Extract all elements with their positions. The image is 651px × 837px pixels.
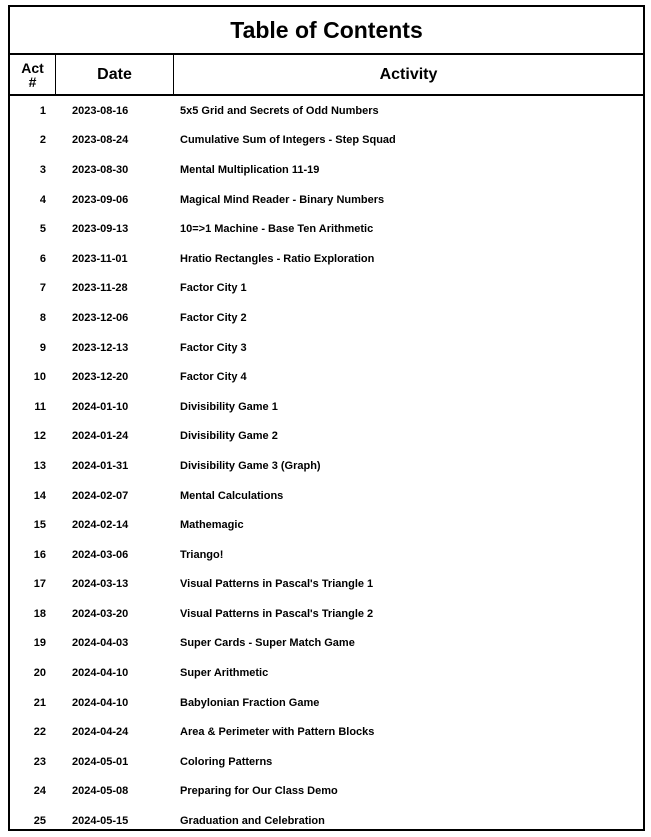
activity-date: 2024-04-24 [72, 726, 129, 739]
table-row [10, 244, 643, 274]
activity-date: 2023-12-06 [72, 311, 129, 324]
table-row [10, 806, 643, 836]
activity-date: 2024-03-20 [72, 607, 129, 620]
activity-date: 2024-02-14 [72, 519, 129, 532]
activity-date: 2023-09-13 [72, 223, 129, 236]
activity-date: 2023-11-01 [72, 252, 128, 265]
activity-name: Super Cards - Super Match Game [180, 637, 355, 650]
table-row [10, 599, 643, 629]
activity-date: 2024-05-08 [72, 785, 129, 798]
activity-date: 2024-04-10 [72, 696, 129, 709]
table-row [10, 214, 643, 244]
table-row [10, 451, 643, 481]
activity-name: Graduation and Celebration [180, 815, 325, 828]
table-body [10, 96, 643, 836]
table-row [10, 303, 643, 333]
act-number: 3 [39, 163, 46, 176]
table-row [10, 96, 643, 126]
table-of-contents [8, 5, 645, 831]
header-date: Date [56, 55, 174, 94]
act-number: 20 [33, 667, 46, 680]
table-row [10, 155, 643, 185]
table-row [10, 688, 643, 718]
table-header [10, 55, 643, 96]
activity-name: Babylonian Fraction Game [180, 696, 320, 709]
activity-name: Visual Patterns in Pascal's Triangle 2 [180, 607, 374, 620]
table-row [10, 185, 643, 215]
activity-date: 2024-04-10 [72, 667, 129, 680]
activity-name: Triango! [180, 548, 224, 561]
act-number: 13 [33, 459, 46, 472]
activity-date: 2023-08-16 [72, 104, 129, 117]
act-number: 12 [33, 430, 46, 443]
act-number: 6 [39, 252, 46, 265]
activity-date: 2024-03-06 [72, 548, 129, 561]
activity-name: Factor City 2 [180, 311, 247, 324]
activity-name: Divisibility Game 2 [180, 430, 278, 443]
act-number: 1 [39, 104, 46, 117]
activity-name: Magical Mind Reader - Binary Numbers [180, 193, 385, 206]
act-number: 24 [33, 785, 46, 798]
table-row [10, 126, 643, 156]
act-number: 8 [39, 311, 46, 324]
activity-date: 2024-04-03 [72, 637, 129, 650]
activity-date: 2024-05-15 [72, 815, 129, 828]
table-row [10, 392, 643, 422]
activity-date: 2024-05-01 [72, 755, 129, 768]
act-number: 5 [39, 223, 46, 236]
act-number: 10 [33, 371, 46, 384]
act-number: 17 [33, 578, 46, 591]
activity-date: 2023-09-06 [72, 193, 129, 206]
activity-date: 2023-11-28 [72, 282, 128, 295]
page-title: Table of Contents [10, 7, 643, 55]
activity-date: 2024-01-31 [72, 459, 129, 472]
header-act-number: Act # [10, 55, 56, 94]
activity-date: 2023-12-13 [72, 341, 129, 354]
table-row [10, 481, 643, 511]
act-number: 2 [39, 134, 46, 147]
activity-name: Divisibility Game 1 [180, 400, 278, 413]
table-row [10, 658, 643, 688]
act-number: 9 [39, 341, 46, 354]
table-row [10, 629, 643, 659]
act-number: 4 [39, 193, 46, 206]
act-number: 18 [33, 607, 46, 620]
act-number: 14 [33, 489, 46, 502]
activity-name: Coloring Patterns [180, 755, 273, 768]
activity-date: 2024-03-13 [72, 578, 129, 591]
table-row [10, 333, 643, 363]
activity-name: 10=>1 Machine - Base Ten Arithmetic [180, 223, 374, 236]
table-row [10, 362, 643, 392]
act-number: 16 [33, 548, 46, 561]
activity-name: Hratio Rectangles - Ratio Exploration [180, 252, 375, 265]
table-row [10, 422, 643, 452]
act-number: 7 [39, 282, 46, 295]
activity-name: Factor City 1 [180, 282, 247, 295]
activity-name: Mental Multiplication 11-19 [180, 163, 320, 176]
activity-name: Area & Perimeter with Pattern Blocks [180, 726, 375, 739]
activity-name: Divisibility Game 3 (Graph) [180, 459, 321, 472]
activity-date: 2023-12-20 [72, 371, 129, 384]
activity-date: 2024-01-24 [72, 430, 129, 443]
activity-name: Factor City 3 [180, 341, 247, 354]
activity-name: Visual Patterns in Pascal's Triangle 1 [180, 578, 374, 591]
activity-name: Mental Calculations [180, 489, 284, 502]
act-number: 22 [33, 726, 46, 739]
act-number: 25 [33, 815, 46, 828]
activity-name: Cumulative Sum of Integers - Step Squad [180, 134, 396, 147]
table-row [10, 570, 643, 600]
table-row [10, 777, 643, 807]
activity-date: 2023-08-24 [72, 134, 129, 147]
activity-date: 2024-01-10 [72, 400, 129, 413]
act-number: 11 [34, 400, 46, 413]
table-row [10, 510, 643, 540]
activity-date: 2024-02-07 [72, 489, 129, 502]
activity-name: Factor City 4 [180, 371, 247, 384]
act-number: 19 [33, 637, 46, 650]
activity-name: Super Arithmetic [180, 667, 269, 680]
act-number: 21 [33, 696, 46, 709]
table-row [10, 717, 643, 747]
activity-name: Mathemagic [180, 519, 244, 532]
act-number: 15 [33, 519, 46, 532]
activity-name: Preparing for Our Class Demo [180, 785, 338, 798]
header-activity: Activity [379, 65, 438, 83]
activity-name: 5x5 Grid and Secrets of Odd Numbers [180, 104, 379, 117]
table-row [10, 540, 643, 570]
act-number: 23 [33, 755, 46, 768]
table-row [10, 274, 643, 304]
activity-date: 2023-08-30 [72, 163, 129, 176]
table-row [10, 747, 643, 777]
